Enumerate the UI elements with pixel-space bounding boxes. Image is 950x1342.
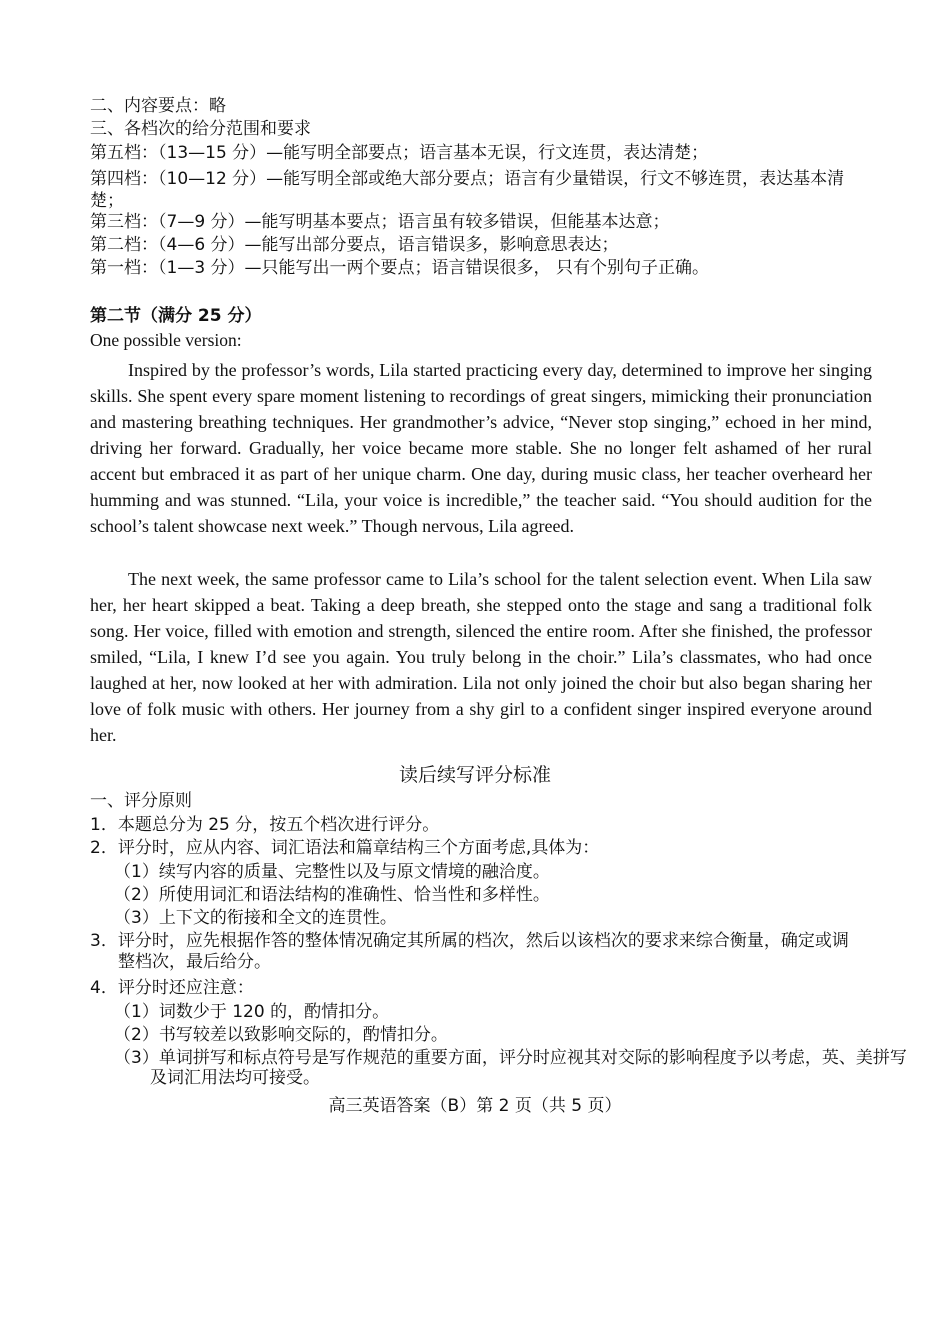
criteria-item-2-sub-2: （2）所使用词汇和语法结构的准确性、恰当性和多样性。: [114, 885, 550, 905]
criteria-item-2: 2．评分时，应从内容、词汇语法和篇章结构三个方面考虑,具体为：: [90, 838, 600, 858]
section-2-heading: 第二节（满分 25 分）: [90, 306, 262, 326]
criteria-item-2-sub-1: （1）续写内容的质量、完整性以及与原文情境的融洽度。: [114, 862, 550, 882]
level-5-line: 第五档：（13—15 分）—能写明全部要点；语言基本无误，行文连贯，表达清楚；: [90, 143, 709, 163]
criteria-item-4: 4．评分时还应注意：: [90, 978, 254, 998]
criteria-item-4-sub-2: （2）书写较差以致影响交际的，酌情扣分。: [114, 1025, 448, 1045]
criteria-title: 读后续写评分标准: [398, 764, 551, 786]
level-4-line: 第四档：（10—12 分）—能写明全部或绝大部分要点；语言有少量错误，行文不够连贯，表达基本清楚；: [90, 169, 845, 211]
principles-heading: 一、评分原则: [90, 791, 192, 811]
essay-paragraph-1: Inspired by the professor’s words, Lila started practicing every day, determined to improve her singing skills. She spent every spare moment listening to recordings of great singers, mimicking their pronunciation and mastering breathing techniques. Her grandmother’s advice, “Never stop singing,” echoed in her mind, driving her forward. Gradually, her voice became more stable. She no longer felt ashamed of her rural accent but embraced it as part of her unique charm. One day, during music class, her teacher overheard her humming and was stunned. “Lila, your voice is incredible,” the teacher said. “You should audition for the school’s talent showcase next week.” Though nervous, Lila agreed.: [90, 360, 872, 536]
essay-paragraph-2: The next week, the same professor came to Lila’s school for the talent selection event. When Lila saw her, her heart skipped a beat. Taking a deep breath, she stepped onto the stage and sang a traditional folk song. Her voice, filled with emotion and strength, silenced the entire room. After she finished, the professor smiled, “Lila, I knew I’d see you again. You truly belong in the choir.” Lila’s classmates, who had once laughed at her, now looked at her with admiration. Lila not only joined the choir but also began sharing her love of folk music with others. Her journey from a shy girl to a confident singer inspired everyone around her.: [90, 569, 872, 745]
level-2-line: 第二档：（4—6 分）—能写出部分要点，语言错误多，影响意思表达；: [90, 235, 619, 255]
level-1-line: 第一档：（1—3 分）—只能写出一两个要点；语言错误很多， 只有个别句子正确。: [90, 258, 709, 278]
criteria-item-1: 1．本题总分为 25 分，按五个档次进行评分。: [90, 815, 440, 835]
content-points-line: 二、内容要点：略: [90, 96, 226, 116]
criteria-item-3: 3．评分时，应先根据作答的整体情况确定其所属的档次，然后以该档次的要求来综合衡量，确定或调整档次，最后给分。: [90, 931, 849, 972]
page-footer: 高三英语答案（B）第 2 页（共 5 页）: [328, 1096, 622, 1116]
version-label: One possible version:: [90, 330, 242, 350]
criteria-item-2-sub-3: （3）上下文的衔接和全文的连贯性。: [114, 908, 397, 928]
criteria-item-4-sub-1: （1）词数少于 120 的，酌情扣分。: [114, 1002, 390, 1022]
grading-ranges-heading: 三、各档次的给分范围和要求: [90, 119, 311, 139]
level-3-line: 第三档：（7—9 分）—能写明基本要点；语言虽有较多错误，但能基本达意；: [90, 212, 670, 232]
criteria-item-4-sub-3: （3）单词拼写和标点符号是写作规范的重要方面，评分时应视其对交际的影响程度予以考虑，英、美拼写及词汇用法均可接受。: [114, 1048, 907, 1088]
